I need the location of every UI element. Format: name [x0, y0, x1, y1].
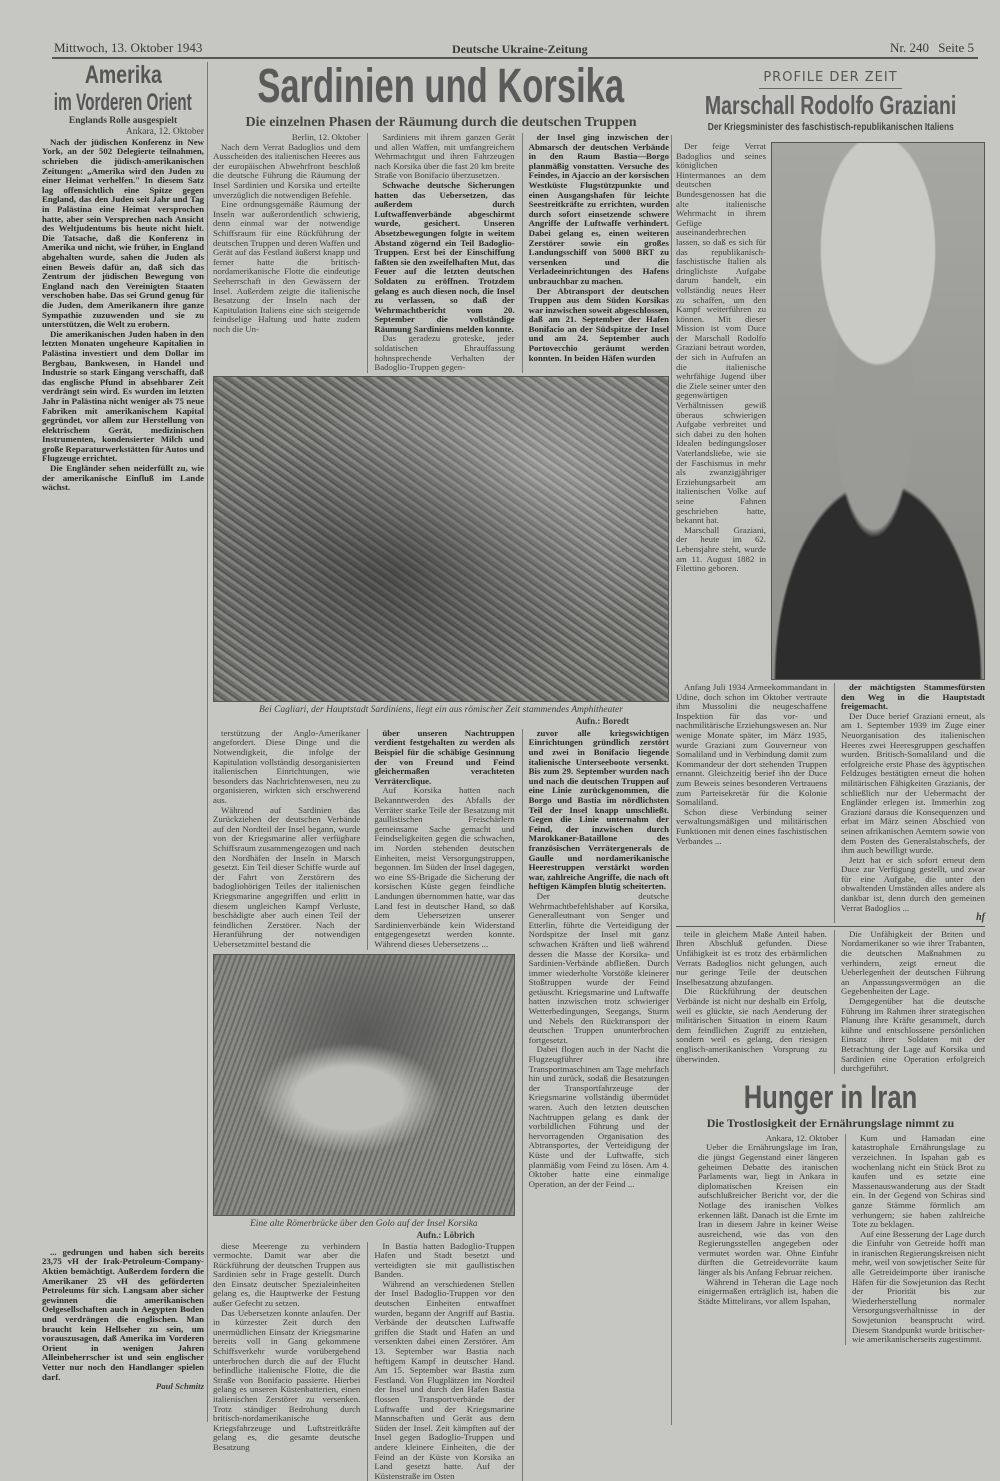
paragraph: Die Engländer sehen neiderfüllt zu, wie der amerikanische Einfluß im Lande wächst. [42, 464, 204, 493]
sardinien-headline-text: Sardinien und Korsika [258, 60, 625, 114]
amphitheater-caption: Bei Cagliari, der Hauptstadt Sardiniens, liegt ein aus römischer Zeit stammendes Amphitheater [213, 705, 669, 716]
sardinien-mid-row [213, 729, 515, 950]
sardinien-col-7 [213, 1242, 360, 1481]
profile-kicker: PROFILE DER ZEIT [759, 70, 901, 89]
column-divider [671, 135, 672, 1425]
graziani-subtitle-text: Der Kriegsminister des faschistisch-republikanischen Italiens [707, 121, 953, 134]
amerika-closing [42, 1248, 204, 1392]
paragraph: Der Abtransport der deutschen Truppen aus dem Süden Korsikas war inzwischen soweit abgeschlossen, daß am 21. September der Hafen Bonifacio an der Südspitze der Insel und am 24. September auch Portovecchio geräumt werden konnten. In beiden Häfen wurden [529, 287, 669, 364]
sardinien-bottom-columns [213, 729, 669, 1481]
issue-number-text: Nr. 240 [890, 40, 929, 55]
iran-headline [676, 1078, 985, 1116]
continuation-row [676, 930, 985, 1074]
right-section [676, 70, 985, 1345]
sardinien-headline [213, 60, 669, 114]
graziani-portrait-row [676, 142, 985, 680]
graziani-signature: hf [841, 913, 985, 923]
paragraph: Nach der jüdischen Konferenz in New York, an der 502 Delegierte teilnahmen, schrieben die jüdisch-amerikanischen Zeitungen: „Amerika wird den Juden zu einer Heimat verhelfen." In diesem Satz lag offensichtlich eine Spitze gegen England, das den Juden seit Jahr und Tag in Palästina eine Heimat versprochen hatte, aber sein Versprechen nach Ansicht des Weltjudentums bis heute nicht hielt. Die Tatsache, daß die Konferenz in Amerika und nicht, wie früher, in England abgehalten wurde, sahen die Juden als einen Beweis dafür an, daß sich das Zentrum der jüdischen Bewegung von England nach den Vereinigten Staaten verschoben habe. Das sei Grund genug für die Juden, dem Amerikanern ihre ganze Sympathie zuzuwenden und sie zu unterstützen, die Welt zu erobern. [42, 138, 204, 330]
sardinien-col-3 [522, 133, 669, 373]
roman-bridge-photo [213, 954, 515, 1216]
paragraph: ... gedrungen und haben sich bereits 23,75 vH der Irak-Petroleum-Company-Aktien bemächtigt. Außerdem fordern die Amerikaner 25 vH des geförderten Petroleums für sich. Langsam aber sicher gewinnen die amerikanischen Oelgesellschaften auch in Aegypten Boden und verdrängen die englischen. Man braucht kein Hellseher zu sein, um vorauszusagen, daß Amerika im Vorderen Orient in wenigen Jahren Alleinbeherrscher ist und sein englischer Vetter nur noch den Handlanger spielen darf. [42, 1248, 204, 1382]
paragraph: Demgegenüber hat die deutsche Führung im Rahmen ihrer strategischen Planung ihre Kräfte gesammelt, durch kühne und entschlossene persönlichen Einsatz ihrer Soldaten mit der Betrachtung der Lage auf Korsika und Sardinien eine Operation erfolgreich durchgeführt. [841, 997, 985, 1074]
paragraph: Kum und Hamadan eine katastrophale Ernährungslage zu verzeichnen. In Ispahan gab es wochenlang nicht ein Stück Brot zu kaufen und es setzte eine Massenauswanderung aus der Stadt ein. In der Gegend von Schiras sind ganze Stämme förmlich am verhungern; sie haben zahlreiche Tote zu beklagen. [852, 1134, 985, 1230]
amerika-subtitle: Englands Rolle ausgespielt [42, 116, 204, 127]
amerika-body [42, 138, 204, 1248]
paragraph: diese Meerenge zu verhindern vermochte. Damit war aber die Rückführung der deutschen Truppen aus Sardinien sehr in Frage gestellt. Durch den Einsatz deutscher Spezialeinheiten gelang es, die Hauptwerke der Festung außer Gefecht zu setzen. [213, 1242, 360, 1309]
amerika-headline-1 [42, 62, 204, 90]
paragraph: Marschall Graziani, der heute im 62. Lebensjahre steht, wurde am 11. August 1882 in Filettino geboren. [676, 526, 766, 574]
paragraph: Auf eine Besserung der Lage durch die Einfuhr von Getreide hofft man in iranischen Regierungskreisen nicht mehr, weil von sowjetischer Seite für alle Getreideimporte über iranische Häfen für die Sowjetunion das Recht der Priorität bis zur Wiederherstellung normaler Versorgungsverhältnisse in der Sowjetunion beansprucht wird. Diesem Standpunkt wurde britischer- wie amerikanischerseits zugestimmt. [852, 1230, 985, 1345]
newspaper-name: Deutsche Ukraine-Zeitung [452, 42, 588, 57]
iran-subtitle: Die Trostlosigkeit der Ernährungslage nimmt zu [676, 1116, 985, 1131]
graziani-headline-text: Marschall Rodolfo Graziani [705, 89, 956, 121]
graziani-col-c [834, 683, 985, 923]
amphitheater-credit: Aufn.: Boredt [213, 716, 669, 726]
masthead-rule [52, 57, 978, 59]
paragraph: Auf Korsika hatten nach Bekanntwerden des Abfalls der Verräter starke Teile der Besatzung mit gaullistischen Freischärlern gemeinsame Sache gemacht und Feindseligkeiten gegen die schwachen, im Norden stehenden deutschen Einheiten, meist Versorgungstruppen, begonnen. Im Süden der Insel dagegen, wo eine SS-Brigade die Sicherung der korsischen Küste gegen feindliche Landungen übernommen hatte, war das Land fest in deutscher Hand, so daß dem Uebersetzen unserer Sardinienverbände kein Widerstand entgegengesetzt werden konnte. Während dieses Uebersetzens ... [374, 786, 514, 949]
graziani-portrait [771, 142, 985, 680]
paragraph: Ueber die Ernährungslage im Iran, die jüngst Gegenstand einer längeren geheimen Debatte des iranischen Parlaments war, liegt in Ankara in diplomatischen Kreisen ein aufschlußreicher Bericht vor, der die Notlage des iranischen Volkes erkennen läßt. Danach ist die Ernte im Iran in diesem Jahre in keiner Weise ausreichend, wie das von den Regierungsstellen angegeben oder vermutet worden war. Ohne Einfuhr dürften die Getreidevorräte kaum länger als bis Anfang Februar reichen. [698, 1143, 838, 1277]
bridge-caption: Eine alte Römerbrücke über den Golo auf der Insel Korsika [213, 1219, 515, 1230]
iran-dateline: Ankara, 12. Oktober [698, 1134, 838, 1144]
sardinien-col-2 [367, 133, 514, 373]
sardinien-col-1 [213, 133, 360, 373]
paragraph: zuvor alle kriegswichtigen Einrichtungen gründlich zerstört und zwei in Bonifacio liegende italienische Unterseeboote versenkt. Bis zum 29. September wurden nach und nach die deutschen Truppen auf eine Linie zurückgenommen, die Borgo und Bastia im nördlichsten Teil der Insel knapp umschließt. Gegen die Linie unternahm der Feind, der inzwischen durch Marokkaner-Bataillone des französischen Verrätergenerals de Gaulle und nordamerikanische Heerestruppen verstärkt worden war, zahlreiche Angriffe, die nach oft heftigen Kämpfen blutig scheiterten. [529, 729, 669, 892]
page-number: Seite 5 [938, 40, 974, 55]
amerika-article [42, 62, 204, 1392]
paragraph: der Insel ging inzwischen der Abmarsch der deutschen Verbände in den Raum Bastia—Borgo planmäßig vonstatten. Versuche des Feindes, in Ajaccio an der korsischen Westküste Flugstützpunkte und einen Ausgangshafen für leichte Seestreitkräfte zu errichten, wurden durch sofort einsetzende schwere Angriffe der Luftwaffe verhindert. Dabei gelang es, einen weiteren Zerstörer sowie ein großes Landungsschiff von 5000 BRT zu versenken und die Verladeeinrichtungen des Hafens unbrauchbar zu machen. [529, 133, 669, 287]
paragraph: Die Unfähigkeit der Briten und Nordamerikaner so wie ihrer Trabanten, die deutschen Maßnahmen zu verhindern, zeigt erneut die Ueberlegenheit der deutschen Führung an Anpassungsvermögen an die Gegebenheiten der Lage. [841, 930, 985, 997]
paragraph: Der deutsche Wehrmachtbefehlshaber auf Korsika, Generalleutnant von Senger und Etterlin, führte die Verteidigung der Nordspitze der Insel mit ganz schwachen Kräften und ließ während dessen die Masse der Korsika- und Sardinien-Verbände abfließen. Durch immer wiederholte Vorstöße kleinerer Stoßtruppen wurde der Feind getäuscht. Kriegsmarine und Luftwaffe hatten inzwischen trotz schwieriger Wetterbedingungen, Seegangs, Sturm und Nebels den Rücktransport der deutschen Truppen ununterbrochen fortgesetzt. [529, 892, 669, 1046]
sardinien-col-4 [213, 729, 360, 950]
issue-number [890, 40, 974, 56]
paragraph: Die Rückführung der deutschen Verbände ist nicht nur deshalb ein Erfolg, weil es glückte, sie nach Aenderung der militärischen Situation in einem Raum dem feindlichen Zugriff zu entziehen, sondern weil es gelang, den riesigen englisch-amerikanischen Vorsprung zu überwinden. [676, 987, 827, 1064]
sardinien-article [213, 60, 669, 1481]
sardinien-col-6 [522, 729, 669, 1481]
iran-columns [676, 1134, 985, 1345]
amerika-dateline: Ankara, 12. Oktober [42, 127, 204, 138]
sardinien-bottom-left [213, 729, 515, 1481]
paragraph: Das geradezu groteske, jeder soldatischen Ehrauffassung hohnsprechende Verhalten der Badoglio-Truppen gegen- [374, 334, 514, 372]
paragraph: Das Uebersetzen konnte anlaufen. Der in kürzester Zeit durch den unermüdlichen Einsatz der Kriegsmarine bereits voll in Gang gekommene Schiffsverkehr wurde vorübergehend unterbrochen durch die auf der Flucht befindliche italienische Flotte, die die Straße von Bonifacio passierte. Hierbei gelang es unseren Küstenbatterien, einen italienischen Zerstörer zu versenken. Trotz ständiger Bedrohung durch britisch-nordamerikanische Kriegsfahrzeuge und Luftstreitkräfte gelang es, die gesamte deutsche Besatzung [213, 1309, 360, 1453]
sardinien-subtitle: Die einzelnen Phasen der Räumung durch die deutschen Truppen [213, 114, 669, 131]
amerika-headline-2-text: im Vorderen Orient [54, 90, 192, 116]
amerika-headline-1-text: Amerika [85, 62, 162, 90]
iran-headline-text: Hunger in Iran [744, 1078, 918, 1116]
graziani-lower-row [676, 683, 985, 923]
continuation-col-b [834, 930, 985, 1074]
paragraph: Der Duce berief Graziani erneut, als am 1. September 1939 im Zuge einer Neuorganisation des italienischen Heeres zwei Heeresgruppen geschaffen wurden. Britisch-Somaliland und die erfolgreiche erste Phase des ägyptischen Feldzuges bestätigten erneut die hohen militärischen Fähigkeiten Grazianis, der schließlich nur der Uebermacht der Engländer erlegen ist. Immerhin zog Graziani daraus die Konsequenzen und erbat im März seinen Abschied von seinen afrikanischen Aemtern sowie von dem Posten des Generalstabschefs, der ihm auch bewilligt wurde. [841, 712, 985, 856]
paragraph: Jetzt hat er sich sofort erneut dem Duce zur Verfügung gestellt, und zwar für eine Aufgabe, die unter den obwaltenden Umständen alles andere als dankbar ist, denn durch den gemeinen Verrat Badoglios ... [841, 856, 985, 914]
profile-kicker-wrap [676, 70, 985, 89]
sardinien-dateline: Berlin, 12. Oktober [213, 133, 360, 143]
section-rule [676, 926, 985, 927]
paragraph: Schon diese Verbindung seiner verwaltungsmäßigen und militärischen Funktionen mit denen eines faschistischen Verbandes ... [676, 808, 827, 846]
paragraph: In Bastia hatten Badoglio-Truppen Hafen und Stadt besetzt und verteidigten sie mit gaullistischen Banden. [374, 1242, 514, 1280]
column-divider [207, 62, 208, 1422]
paragraph: Sardiniens mit ihrem ganzen Gerät und allen Waffen, mit umfangreichem Wehrmachtgut und ihren Fahrzeugen nach Korsika über die fast 20 km breite Straße von Bonifacio überzusetzen. [374, 133, 514, 181]
graziani-col-a [676, 142, 766, 574]
paragraph: Während an verschiedenen Stellen der Insel Badoglio-Truppen vor den deutschen Einheiten entwaffnet wurden, begann der Angriff auf Bastia. Verbände der deutschen Luftwaffe griffen die Stadt und Hafen an und versenkten dabei einen Zerstörer. Am 13. September war Bastia nach heftigem Kampf in deutscher Hand. Am 15. September war Bastia zum Festland. Von Flugplätzen im Nordteil der Insel und durch den Hafen Bastia flossen Transportverbände der Luftwaffe und der Kriegsmarine Mannschaften und Gerät aus dem Süden der Insel. Zeit kämpften auf der Insel gegen Badoglio-Truppen und andere kleinere Einheiten, die der Feind an der Küste von Korsika an Land gesetzt hatte. Auf der Küstenstraße im Osten [374, 1280, 514, 1481]
paragraph: Der feige Verrat Badoglios und seines königlichen Hintermannes an dem deutschen Bundesgenossen hat die alte italienische Wehrmacht in ihrem Gefüge auseinanderbrechen lassen, so daß es sich für das republikanisch-faschistische Italien als dringlichste Aufgabe darum handelt, ein vollständig neues Heer zu schaffen, um den Kampf weiterführen zu können. Mit dieser Mission ist vom Duce der Marschall Rodolfo Graziani betraut worden, der sich in Aufrufen an die italienische wehrfähige Jugend über die Ziele seiner unter den gegenwärtigen Verhältnissen gewiß überaus schwierigen Aufgabe verbreitet und sich dabei zu den hohen Idealen bedingungsloser Vaterlandsliebe, wie sie der Faschismus in mehr als zwanzigjähriger Erziehungsarbeit am italienischen Volke auf seine Fahnen geschrieben hatte, bekannt hat. [676, 142, 766, 526]
iran-col-b [845, 1134, 985, 1345]
bridge-credit: Aufn.: Löbrich [213, 1230, 515, 1240]
paragraph: Nach dem Verrat Badoglios und dem Ausscheiden des italienischen Heeres aus der europäischen Abwehrfront beschloß die deutsche Führung die Räumung der Insel Sardinien und Korsika und erteilte unverzüglich die notwendigen Befehle. [213, 143, 360, 201]
paragraph: terstützung der Anglo-Amerikaner angefordert. Diese Dinge und die Notwendigkeit, die infolge der Kapitulation vollständig desorganisierten italienischen Einrichtungen, wie besonders das Nachrichtenwesen, neu zu organisieren, wirkten sich erschwerend aus. [213, 729, 360, 806]
author-signature: Paul Schmitz [42, 1382, 204, 1392]
iran-col-a [698, 1134, 838, 1345]
paragraph: teile in gleichem Maße Anteil haben. Ihren Abschluß gefunden. Diese Unfähigkeit ist es trotz des erbärmlichen Verrats Badoglios nicht gelungen, auch nur geringe Teile der deutschen Inselbesatzung abzufangen. [676, 930, 827, 988]
continuation-col-a [676, 930, 827, 1074]
graziani-col-b [676, 683, 827, 923]
graziani-subtitle [676, 121, 985, 134]
paragraph: Anfang Juli 1934 Armeekommandant in Udine, doch schon im Oktober vertraute ihm Mussolini die neugeschaffene Inspektion für das vor- und nachmilitärische Erziehungswesen an. Nur wenige Monate später, im März 1935, wurde Graziani zum Gouverneur von Somaliland und in Verbindung damit zum Kommandeur der dort stehenden Truppen ernannt. Gleichzeitig berief ihn der Duce zum Beweis seines besonderen Vertrauens zum Parteisekretär für die Kolonie Somaliland. [676, 683, 827, 808]
paragraph: Während in Teheran die Lage noch einigermaßen erträglich ist, haben die Städte Mittelirans, vor allem Ispahan, [698, 1278, 838, 1307]
sardinien-col-8 [367, 1242, 514, 1481]
paragraph: Die amerikanischen Juden haben in den letzten Monaten ungeheure Kapitalien in Palästina investiert und dem Dollar im Bergbau, Bankwesen, in Handel und Industrie so stark Eingang verschafft, daß das englische Pfund in absehbarer Zeit verdrängt sein wird. Es wurden im letzten Jahr in Palästina nicht weniger als 75 neue Fabriken mit amerikanischem Kapital gegründet, vor allem zur Herstellung von elektrischem Gerät, medizinischen Instrumenten, kondensierter Milch und große Reparaturwerkstätten für Autos und Flugzeuge errichtet. [42, 330, 204, 464]
issue-date: Mittwoch, 13. Oktober 1943 [54, 40, 202, 56]
paragraph: über unseren Nachtruppen verdient festgehalten zu werden als Beispiel für die schäbige Gesinnung der von Freund und Feind gleichermaßen verachteten Verräterclique. [374, 729, 514, 787]
graziani-headline [676, 89, 985, 121]
amerika-headline-2 [42, 90, 204, 116]
paragraph: Dabei flogen auch in der Nacht die Flugzeugführer ihre Transportmaschinen am Tage mehrfach hin und zurück, sodaß die Besatzungen der Transportfahrzeuge der Kriegsmarine vollständig übermüdet waren. Auch den letzten deutschen Nachtruppen gelang es dank der vorbildlichen Führung und der hervorragenden Organisation des Abtransportes, der Verteidigung der Küste und der Luftwaffe, sich planmäßig vom Feind zu lösen. Am 4. Oktober hatte eine einmalige Operation, an der der Feind ... [529, 1045, 669, 1189]
paragraph: Während auf Sardinien das Zurückziehen der deutschen Verbände auf den Nordteil der Insel begann, wurde von der Kriegsmarine aller verfügbare Schiffsraum zusammengezogen und nach den Nordhäfen der Inseln in Marsch gesetzt. Ein Teil dieser Schiffe wurde auf der Fahrt von Zerstörern des badogliohörigen Teiles der italienischen Kriegsmarine angegriffen und erlitt in diesem ungleichen Kampf Verluste, beschädigte aber auch einen Teil der feindlichen Zerstörer. Nach der Heranführung der notwendigen Uebersetzmittel bestand die [213, 806, 360, 950]
amphitheater-photo [213, 376, 669, 702]
sardinien-col-5 [367, 729, 514, 950]
paragraph: der mächtigsten Stammesfürsten den Weg in die Hauptstadt freigemacht. [841, 683, 985, 712]
paragraph: Schwache deutsche Sicherungen hatten das Uebersetzen, das außerdem durch Luftwaffenverbände abgeschirmt wurde, gesichert. Unseren Absetzbewegungen folgte in weitem Abstand zögernd ein Teil Badoglio-Truppen. Erst bei der Einschiffung faßten sie den zweifelhaften Mut, das Feuer auf die letzten deutschen Soldaten zu eröffnen. Trotzdem gelang es auch diesen noch, die Insel zu verlassen, so daß der Wehrmachtbericht vom 20. September die vollständige Räumung Sardiniens melden konnte. [374, 181, 514, 335]
sardinien-lower-row [213, 1242, 515, 1481]
paragraph: Eine ordnungsgemäße Räumung der Inseln war außerordentlich schwierig, denn einmal war der notwendige Schiffsraum für eine Rückführung der deutschen Truppen und deren Waffen und Gerät auf das Festland äußerst knapp und ferner hatte die britisch-nordamerikanische Flotte die eindeutige Seeherrschaft in den Gewässern der Insel. Außerdem zeigte die italienische Besatzung der Inseln nach der Kapitulation Italiens eine sich steigernde feindselige Haltung und hatte zudem noch die Un- [213, 200, 360, 334]
sardinien-top-columns [213, 133, 669, 373]
